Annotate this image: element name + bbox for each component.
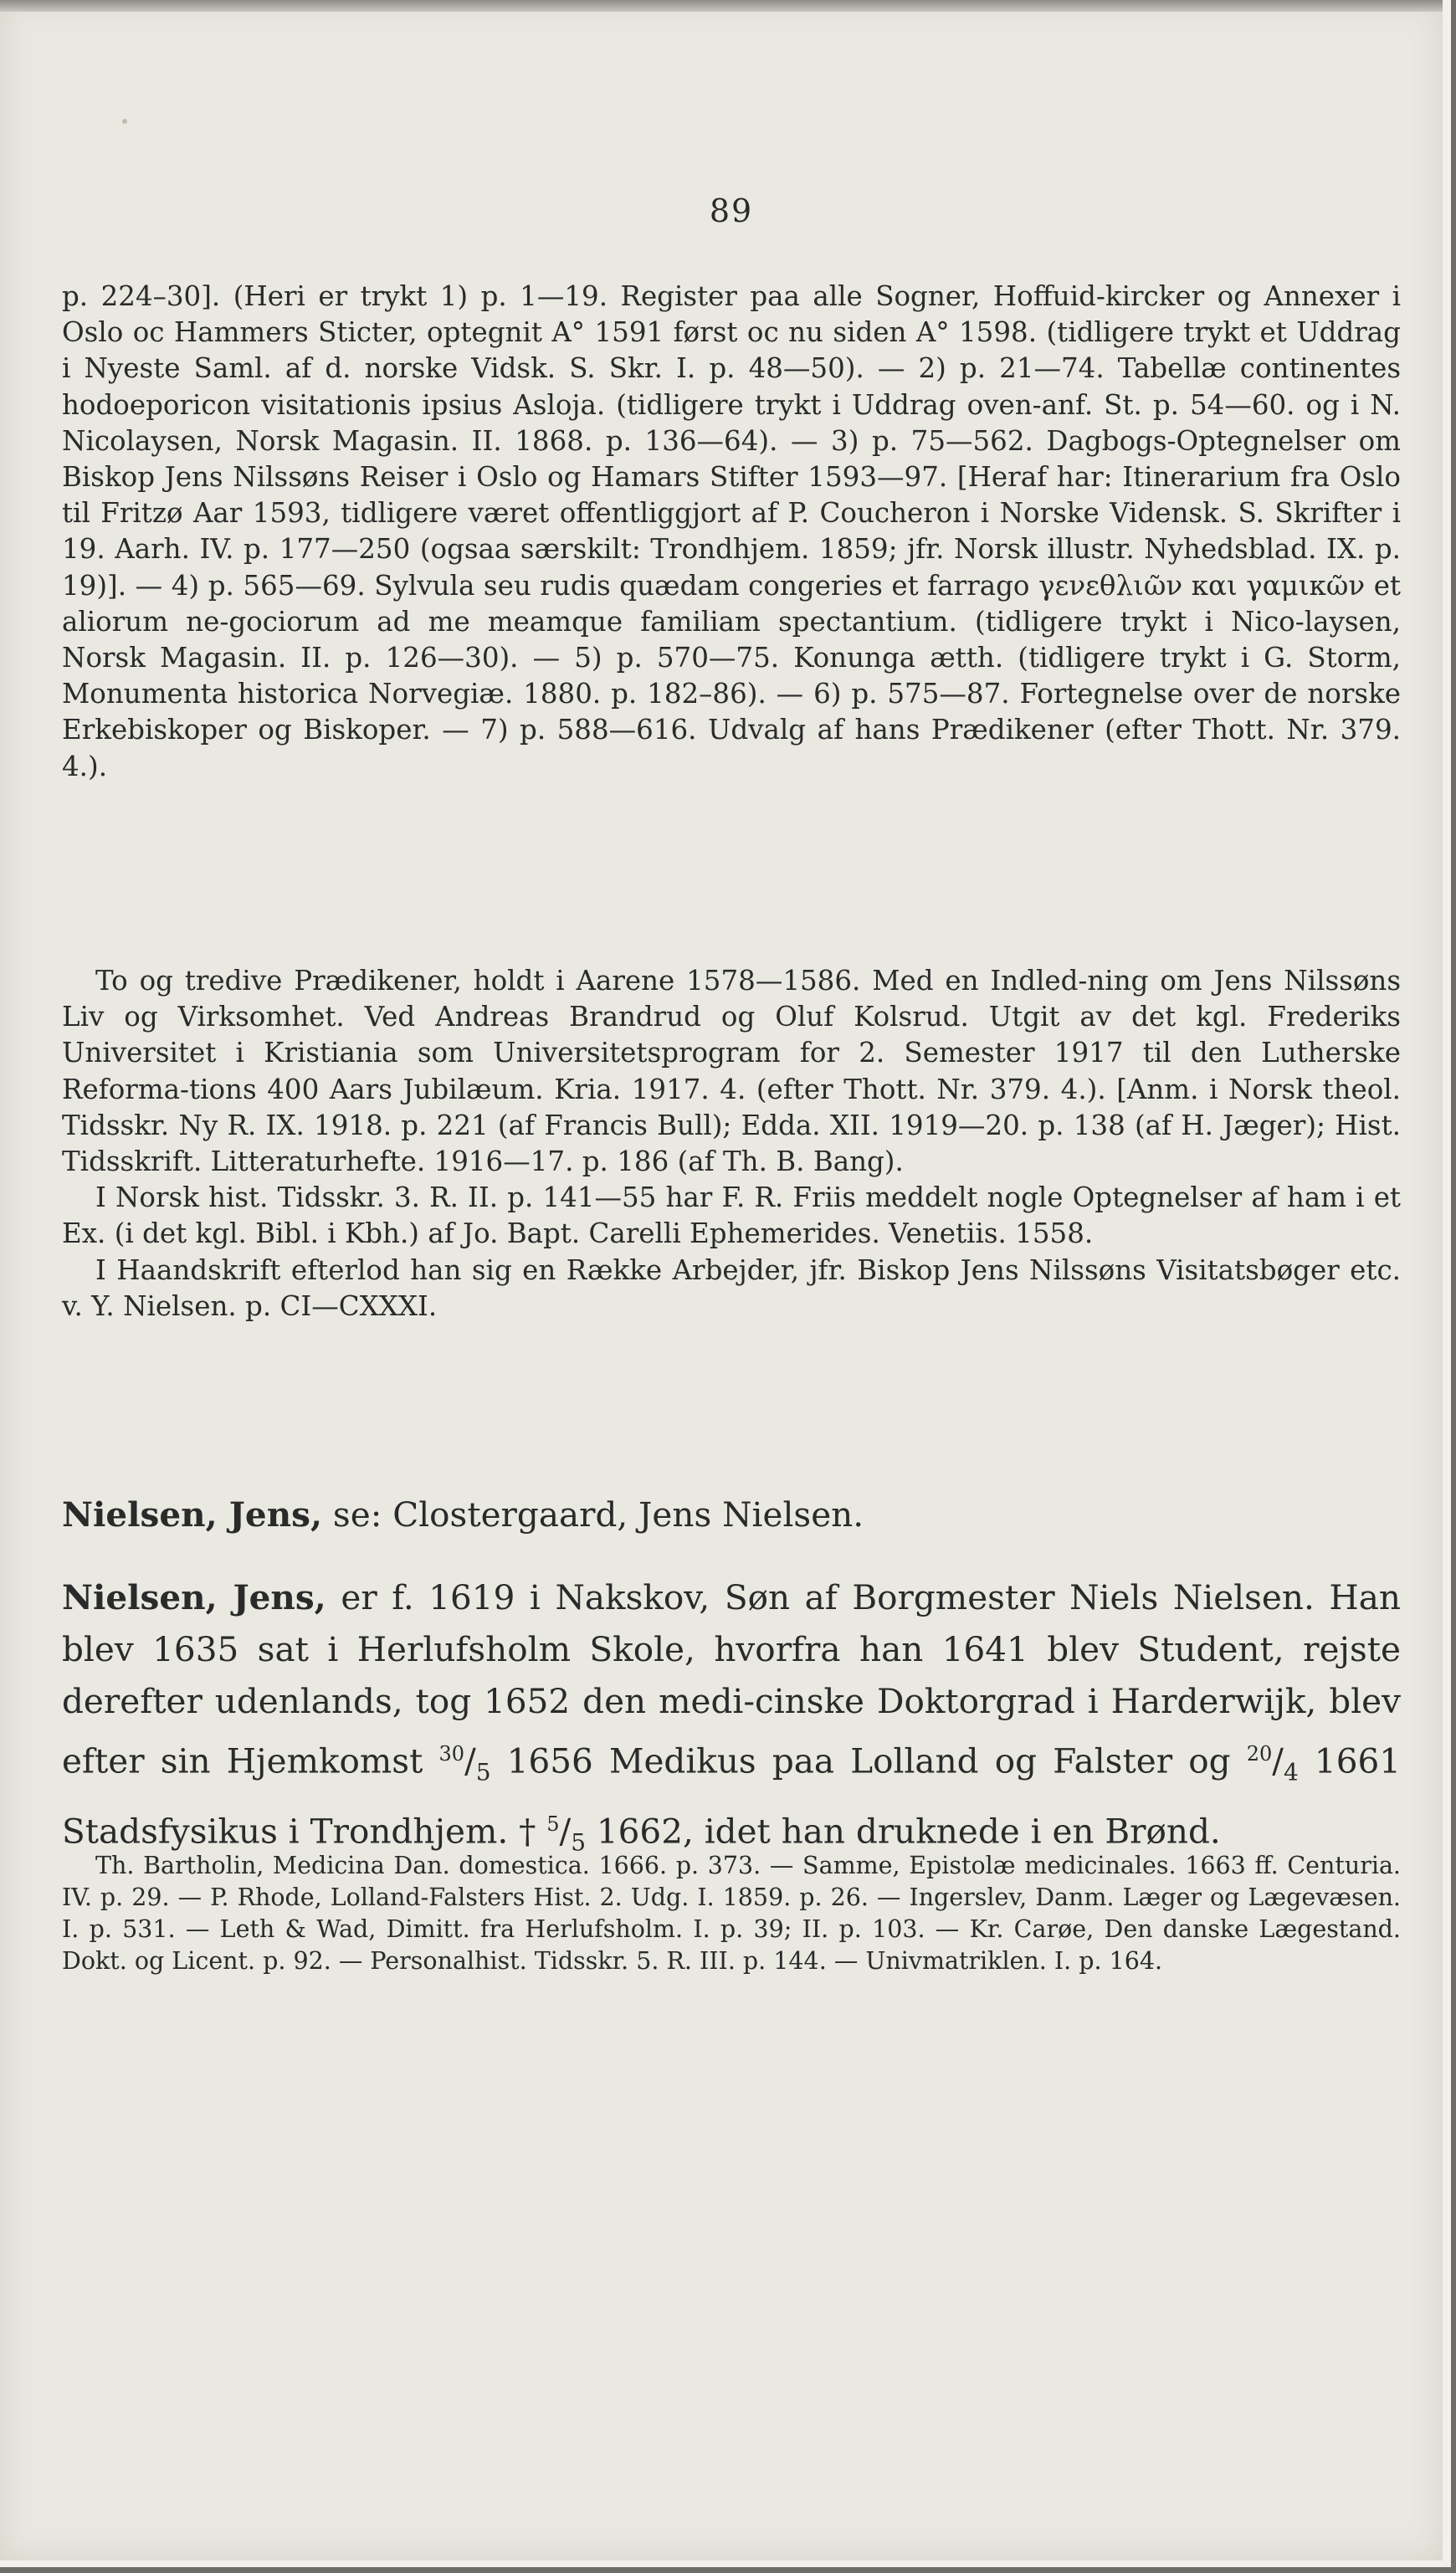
entry-text: 1662, idet han druknede i en Brønd.: [586, 1811, 1221, 1852]
entry-headword: Nielsen, Jens,: [62, 1577, 326, 1617]
entry-text: er f. 1619 i Nakskov, Søn af Borgmester Niels Nielsen. Han blev 1635 sat i Herlufsholm Skole, hvorfra han 1641 blev Student, rejste derefter udenlands, tog 1652 den medi-cinske Doktorgrad i Harderwijk, blev efter sin Hjemkomst: [62, 1577, 1401, 1781]
reference-paragraph: Th. Bartholin, Medicina Dan. domestica. 1666. p. 373. — Samme, Epistolæ medicinales. 1663 ff. Centuria. IV. p. 29. — P. Rhode, Lolland-Falsters Hist. 2. Udg. I. 1859. p. 26. — Ingerslev, Danm. Læger og Lægevæsen. I. p. 531. — Leth & Wad, Dimitt. fra Herlufsholm. I. p. 39; II. p. 103. — Kr. Carøe, Den danske Lægestand. Dokt. og Licent. p. 92. — Personalhist. Tidsskr. 5. R. III. p. 144. — Univmatriklen. I. p. 164.: [62, 1852, 1401, 1975]
bibliography-paragraph: I Haandskrift efterlod han sig en Række Arbejder, jfr. Biskop Jens Nilssøns Visitatsbøger etc. v. Y. Nielsen. p. CI—CXXXI.: [62, 1253, 1401, 1322]
date-day: 5: [546, 1812, 560, 1837]
page-top-edge: [0, 0, 1443, 12]
bibliography-paragraph: To og tredive Prædikener, holdt i Aarene 1578—1586. Med en Indled-ning om Jens Nilssøns Liv og Virksomhet. Ved Andreas Brandrud og Oluf Kolsrud. Utgit av det kgl. Frederiks Universitet i Kristiania som Universitetsprogram for 2. Semester 1917 til den Lutherske Reforma-tions 400 Aars Jubilæum. Kria. 1917. 4. (efter Thott. Nr. 379. 4.). [Anm. i Norsk theol. Tidsskr. Ny R. IX. 1918. p. 221 (af Francis Bull); Edda. XII. 1919—20. p. 138 (af H. Jæger); Hist. Tidsskrift. Litteraturhefte. 1916—17. p. 186 (af Th. B. Bang).: [62, 965, 1401, 1178]
bibliography-paragraph: I Norsk hist. Tidsskr. 3. R. II. p. 141—55 har F. R. Friis meddelt nogle Optegnelser af ham i et Ex. (i det kgl. Bibl. i Kbh.) af Jo. Bapt. Carelli Ephemerides. Venetiis. 1558.: [62, 1181, 1401, 1250]
bibliography-block-1: [62, 279, 1401, 785]
entry-text: 1656 Medikus paa Lolland og Falster og: [490, 1740, 1247, 1781]
paper-speck: [122, 119, 127, 124]
reference-list: [62, 1850, 1401, 1977]
date-month: 5: [571, 1829, 587, 1857]
bibliography-block-2: [62, 963, 1401, 1325]
entry-text: se: Clostergaard, Jens Nielsen.: [322, 1494, 864, 1535]
entry-cross-reference: [62, 1489, 1401, 1540]
date-month: 5: [475, 1758, 491, 1786]
date-day: 30: [438, 1741, 465, 1766]
entry-headword: Nielsen, Jens,: [62, 1494, 323, 1535]
date-month: 4: [1283, 1758, 1299, 1786]
bibliography-paragraph: p. 224–30]. (Heri er trykt 1) p. 1—19. Register paa alle Sogner, Hoffuid-kircker og Annexer i Oslo oc Hammers Sticter, optegnit A° 1591 først oc nu siden A° 1598. (tidligere trykt et Uddrag i Nyeste Saml. af d. norske Vidsk. S. Skr. I. p. 48—50). — 2) p. 21—74. Tabellæ continentes hodoeporicon visitationis ipsius Asloja. (tidligere trykt i Uddrag oven-anf. St. p. 54—60. og i N. Nicolaysen, Norsk Magasin. II. 1868. p. 136—64). — 3) p. 75—562. Dagbogs-Optegnelser om Biskop Jens Nilssøns Reiser i Oslo og Hamars Stifter 1593—97. [Heraf har: Itinerarium fra Oslo til Fritzø Aar 1593, tidligere været offentliggjort af P. Coucheron i Norske Vidensk. S. Skrifter i 19. Aarh. IV. p. 177—250 (ogsaa særskilt: Trondhjem. 1859; jfr. Norsk illustr. Nyhedsblad. IX. p. 19)]. — 4) p. 565—69. Sylvula seu rudis quædam congeries et farrago γενεθλιῶν και γαμικῶν et aliorum ne-gociorum ad me meamque familiam spectantium. (tidligere trykt i Nico-laysen, Norsk Magasin. II. p. 126—30). — 5) p. 570—75. Konunga ætth. (tidligere trykt i G. Storm, Monumenta historica Norvegiæ. 1880. p. 182–86). — 6) p. 575—87. Fortegnelse over de norske Erkebiskoper og Biskoper. — 7) p. 588—616. Udvalg af hans Prædikener (efter Thott. Nr. 379. 4.).: [62, 280, 1401, 782]
entry-text: 1661 Stadsfysikus i Trondhjem. †: [62, 1740, 1402, 1852]
entry-biography: Nielsen, Jens, er f. 1619 i Nakskov, Søn af Borgmester Niels Nielsen. Han blev 1635 sat i Herlufsholm Skole, hvorfra han 1641 blev Student, rejste derefter udenlands, tog 1652 den medi-cinske Doktorgrad i Harderwijk, blev efter sin Hjemkomst $^{30}/_5$ 1656 Medikus paa Lolland og Falster og $^{20}/_4$ 1661 Stadsfysikus i Trondhjem. † $^5/_5$ 1662, idet han druknede i en Brønd.: [62, 1577, 1402, 1857]
date-day: 20: [1246, 1741, 1273, 1766]
page-number: 89: [709, 192, 754, 229]
